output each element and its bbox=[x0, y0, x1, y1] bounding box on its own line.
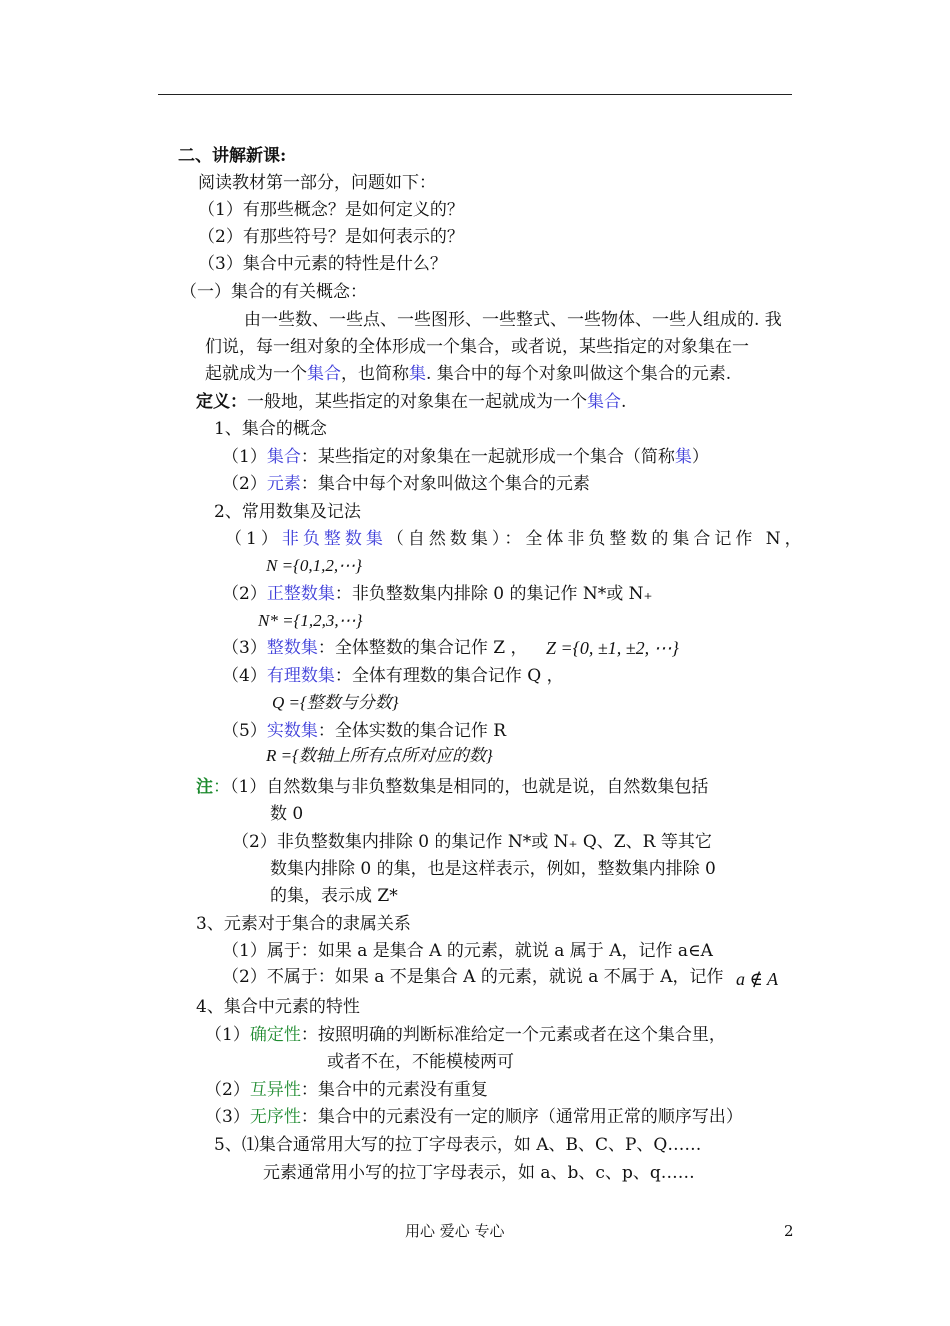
property-3 bbox=[205, 1106, 743, 1128]
numsets-title: 2、常用数集及记法 bbox=[214, 502, 361, 522]
para-text: ，也简称 bbox=[341, 364, 409, 384]
membership-belongs: （1）属于：如果 a 是集合 A 的元素，就说 a 属于 A，记作 a∈A bbox=[222, 941, 713, 961]
item-number: （1） bbox=[225, 529, 282, 549]
item-number: （4） bbox=[222, 666, 267, 686]
para-line-1: 由一些数、一些点、一些图形、一些整式、一些物体、一些人组成的. 我 bbox=[244, 310, 782, 330]
item-number: （3） bbox=[222, 638, 267, 658]
note-line-1 bbox=[196, 776, 708, 798]
item-number: （2） bbox=[222, 584, 267, 604]
numset-1-formula: N ={0,1,2,⋯} bbox=[266, 556, 362, 575]
term-set: 集合 bbox=[266, 447, 301, 467]
item-text: ：非负整数集内排除 0 的集记作 N*或 N₊ bbox=[334, 584, 653, 604]
term-positive-integers: 正整数集 bbox=[266, 584, 335, 604]
footer-motto: 用心 爱心 专心 bbox=[405, 1222, 505, 1240]
item-number: （1） bbox=[222, 447, 267, 467]
note-colon: ： bbox=[213, 777, 230, 797]
item-text: ） bbox=[691, 447, 709, 467]
term-set: 集合 bbox=[307, 364, 341, 384]
membership-title: 3、元素对于集合的隶属关系 bbox=[196, 914, 411, 934]
numset-1 bbox=[225, 528, 806, 550]
page-number: 2 bbox=[784, 1222, 794, 1240]
question-1: （1）有那些概念？是如何定义的？ bbox=[198, 200, 464, 220]
note-line-2b: 数集内排除 0 的集，也是这样表示，例如，整数集内排除 0 bbox=[270, 859, 716, 879]
concept-item-1 bbox=[222, 446, 709, 468]
intro-text: 阅读教材第一部分，问题如下： bbox=[198, 173, 436, 193]
header-rule bbox=[158, 94, 792, 95]
para-line-2: 们说，每一组对象的全体形成一个集合，或者说，某些指定的对象集在一 bbox=[205, 337, 749, 357]
property-2 bbox=[205, 1079, 488, 1101]
part1-title: （一）集合的有关概念： bbox=[180, 282, 367, 302]
notation-line-1: 5、⑴集合通常用大写的拉丁字母表示，如 A、B、C、P、Q…… bbox=[214, 1135, 702, 1155]
item-number: （2） bbox=[205, 1080, 250, 1100]
property-1-cont: 或者不在，不能模棱两可 bbox=[327, 1052, 514, 1072]
definition-term: 集合 bbox=[587, 392, 621, 412]
term-rationals: 有理数集 bbox=[266, 666, 335, 686]
item-text: ：全体实数的集合记作 R bbox=[317, 721, 507, 741]
item-number: （2） bbox=[222, 474, 267, 494]
para-text: . 集合中的每个对象叫做这个集合的元素. bbox=[426, 364, 732, 384]
item-text: ：集合中的元素没有重复 bbox=[300, 1080, 488, 1100]
term-element: 元素 bbox=[266, 474, 301, 494]
numset-5 bbox=[222, 720, 506, 742]
item-text: ：全体有理数的集合记作 Q ， bbox=[334, 666, 564, 686]
numset-3-formula: Z ={0, ±1, ±2, ⋯} bbox=[546, 638, 679, 658]
term-reals: 实数集 bbox=[266, 721, 318, 741]
numset-4 bbox=[222, 665, 564, 687]
term-integers: 整数集 bbox=[266, 638, 318, 658]
membership-not-belongs: （2）不属于：如果 a 不是集合 A 的元素，就说 a 不属于 A，记作 bbox=[222, 967, 724, 987]
term-distinctness: 互异性 bbox=[249, 1080, 301, 1100]
item-number: （1） bbox=[205, 1025, 250, 1045]
item-text: （自然数集）：全体非负整数的集合记作 N， bbox=[386, 529, 806, 549]
item-text: ：某些指定的对象集在一起就形成一个集合（简称 bbox=[300, 447, 675, 467]
notation-line-2: 元素通常用小写的拉丁字母表示，如 a、b、c、p、q…… bbox=[263, 1163, 695, 1183]
numset-2 bbox=[222, 583, 652, 605]
numset-3 bbox=[222, 637, 527, 659]
section-title: 二、讲解新课: bbox=[178, 146, 287, 166]
definition-text: 一般地，某些指定的对象集在一起就成为一个 bbox=[247, 392, 587, 412]
note-line-2c: 的集，表示成 Z* bbox=[270, 886, 398, 906]
term-nonneg-integers: 非负整数集 bbox=[281, 529, 387, 549]
item-number: （5） bbox=[222, 721, 267, 741]
item-text: ：按照明确的判断标准给定一个元素或者在这个集合里， bbox=[300, 1025, 726, 1045]
para-text: 起就成为一个 bbox=[205, 364, 307, 384]
note-line-2: （2）非负整数集内排除 0 的集记作 N*或 N₊ Q、Z、R 等其它 bbox=[232, 832, 712, 852]
para-line-3 bbox=[205, 363, 731, 385]
question-2: （2）有那些符号？是如何表示的？ bbox=[198, 227, 464, 247]
definition-end: . bbox=[621, 392, 627, 412]
numset-4-formula: Q ={整数与分数} bbox=[272, 693, 399, 712]
term-unorderedness: 无序性 bbox=[249, 1107, 301, 1127]
properties-title: 4、集合中元素的特性 bbox=[196, 997, 360, 1017]
item-text: ：集合中每个对象叫做这个集合的元素 bbox=[300, 474, 590, 494]
definition-line bbox=[196, 391, 626, 413]
definition-label: 定义： bbox=[196, 392, 247, 412]
note-label: 注 bbox=[196, 777, 213, 797]
term-set-short: 集 bbox=[409, 364, 426, 384]
note-text: （1）自然数集与非负整数集是相同的，也就是说，自然数集包括 bbox=[230, 777, 709, 797]
item-text: ：全体整数的集合记作 Z ， bbox=[317, 638, 528, 658]
term-definiteness: 确定性 bbox=[249, 1025, 301, 1045]
concept-item-2 bbox=[222, 473, 590, 495]
property-1 bbox=[205, 1024, 726, 1046]
question-3: （3）集合中元素的特性是什么？ bbox=[198, 254, 447, 274]
numset-2-formula: N* ={1,2,3,⋯} bbox=[258, 611, 363, 630]
concept-title: 1、集合的概念 bbox=[214, 419, 327, 439]
not-belongs-formula: a ∉ A bbox=[736, 969, 778, 989]
note-line-1b: 数 0 bbox=[270, 804, 304, 824]
numset-5-formula: R ={数轴上所有点所对应的数} bbox=[266, 746, 493, 765]
item-text: ：集合中的元素没有一定的顺序（通常用正常的顺序写出） bbox=[300, 1107, 743, 1127]
item-number: （3） bbox=[205, 1107, 250, 1127]
term-set-short: 集 bbox=[674, 447, 692, 467]
